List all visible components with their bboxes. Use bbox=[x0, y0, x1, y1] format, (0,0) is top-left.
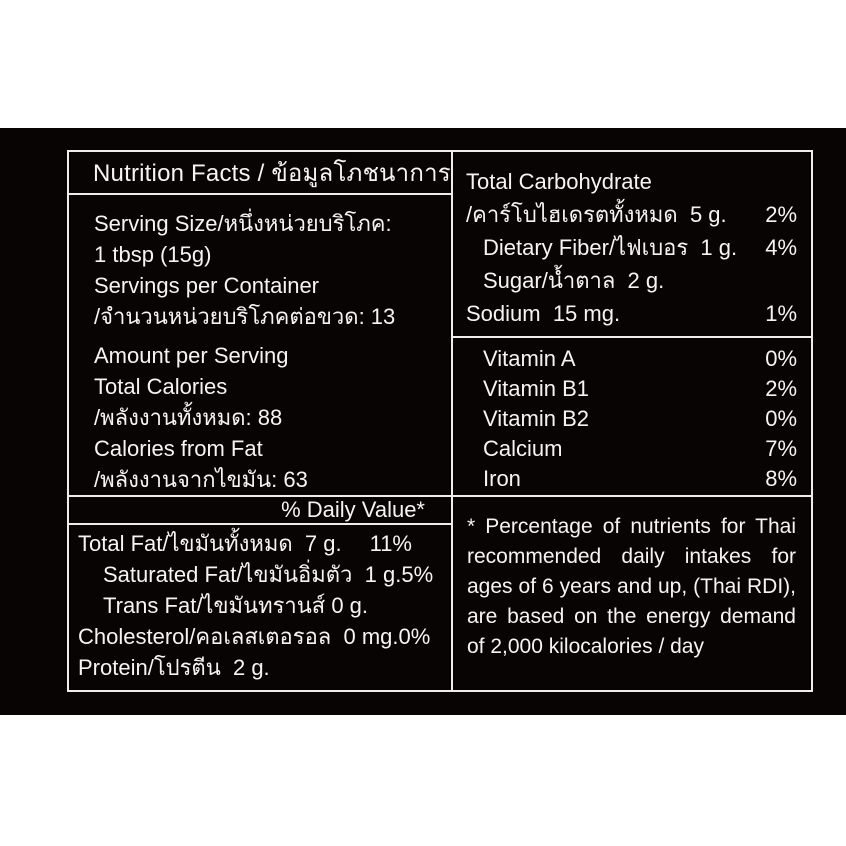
nutrient-label: Saturated Fat/ไขมันอิ่มตัว 1 g. bbox=[103, 562, 402, 587]
label-panel bbox=[0, 128, 846, 715]
nutrient-label: Sodium 15 mg. bbox=[466, 301, 621, 326]
amount-text-line: /พลังงานทั้งหมด: 88 bbox=[94, 405, 283, 430]
nutrient-percent: 0% bbox=[765, 346, 797, 371]
nutrient-percent: 4% bbox=[765, 235, 797, 260]
nutrient-label: Protein/โปรตีน 2 g. bbox=[78, 655, 270, 680]
nutrient-label: /คาร์โบไฮเดรตทั้งหมด 5 g. bbox=[466, 202, 727, 227]
nutrient-label: Calcium bbox=[483, 436, 563, 461]
nutrient-label: Dietary Fiber/ไฟเบอร 1 g. bbox=[483, 235, 738, 260]
nutrient-row bbox=[483, 434, 797, 464]
nutrient-percent: 1% bbox=[765, 301, 797, 326]
amount-per-serving-lines bbox=[94, 340, 443, 495]
nutrient-label: Sugar/น้ำตาล 2 g. bbox=[483, 268, 665, 293]
nutrient-label: Cholesterol/คอเลสเตอรอล 0 mg. bbox=[78, 624, 399, 649]
serving-size-lines bbox=[94, 208, 443, 332]
nutrient-percent: 11% bbox=[369, 531, 412, 556]
nutrient-label: Trans Fat/ไขมันทรานส์ 0 g. bbox=[103, 593, 369, 618]
amount-text-line: Total Calories bbox=[94, 374, 228, 399]
serving-text-line: Serving Size/หนึ่งหน่วยบริโภค: bbox=[94, 211, 392, 236]
nutrient-row bbox=[483, 374, 797, 404]
nutrition-facts-title: Nutrition Facts / ข้อมูลโภชนาการ bbox=[69, 152, 451, 195]
nutrient-label: Vitamin B2 bbox=[483, 406, 589, 431]
section-spacer bbox=[94, 332, 443, 340]
nutrient-row bbox=[466, 264, 797, 297]
nutrient-row bbox=[78, 621, 431, 652]
nutrient-label: Total Fat/ไขมันทั้งหมด 7 g. bbox=[78, 531, 342, 556]
nutrient-row bbox=[483, 404, 797, 434]
nutrient-row bbox=[466, 165, 797, 198]
daily-value-header: % Daily Value* bbox=[69, 495, 451, 525]
serving-text-line: 1 tbsp (15g) bbox=[94, 242, 212, 267]
nutrient-label: Vitamin B1 bbox=[483, 376, 589, 401]
nutrient-row bbox=[466, 297, 797, 330]
nutrient-row bbox=[483, 464, 797, 494]
serving-text-line: Servings per Container bbox=[94, 273, 320, 298]
carbohydrate-section bbox=[453, 152, 811, 336]
amount-text-line: Amount per Serving bbox=[94, 343, 289, 368]
nutrient-row bbox=[483, 344, 797, 374]
nutrient-percent: 0% bbox=[398, 624, 431, 649]
nutrient-row bbox=[466, 231, 797, 264]
nutrient-percent: 5% bbox=[401, 562, 434, 587]
nutrient-row bbox=[78, 559, 434, 590]
nutrient-label: Iron bbox=[483, 466, 521, 491]
serving-info-section bbox=[69, 195, 451, 495]
right-column bbox=[453, 152, 811, 690]
nutrient-percent: 8% bbox=[765, 466, 797, 491]
amount-text-line: Calories from Fat bbox=[94, 436, 263, 461]
left-column bbox=[69, 152, 453, 690]
nutrient-label: Total Carbohydrate bbox=[466, 169, 652, 194]
nutrient-percent: 2% bbox=[765, 376, 797, 401]
serving-text-line: /จำนวนหน่วยบริโภคต่อขวด: 13 bbox=[94, 304, 396, 329]
nutrient-label: Vitamin A bbox=[483, 346, 576, 371]
nutrient-percent: 2% bbox=[765, 202, 797, 227]
amount-text-line: /พลังงานจากไขมัน: 63 bbox=[94, 467, 308, 492]
vitamins-section bbox=[453, 336, 811, 495]
nutrient-row bbox=[78, 590, 412, 621]
nutrient-percent: 0% bbox=[765, 406, 797, 431]
nutrient-row bbox=[466, 198, 797, 231]
thai-rdi-footnote: * Percentage of nutrients for Thai recommended daily intakes for ages of 6 years and up, (Thai RDI), are based on the energy demand of 2,000 kilocalories / day bbox=[453, 495, 811, 690]
nutrient-row bbox=[78, 528, 412, 559]
nutrient-percent: 7% bbox=[765, 436, 797, 461]
nutrient-row bbox=[78, 652, 412, 683]
nutrition-facts-table bbox=[67, 150, 813, 692]
fats-section bbox=[69, 525, 451, 690]
